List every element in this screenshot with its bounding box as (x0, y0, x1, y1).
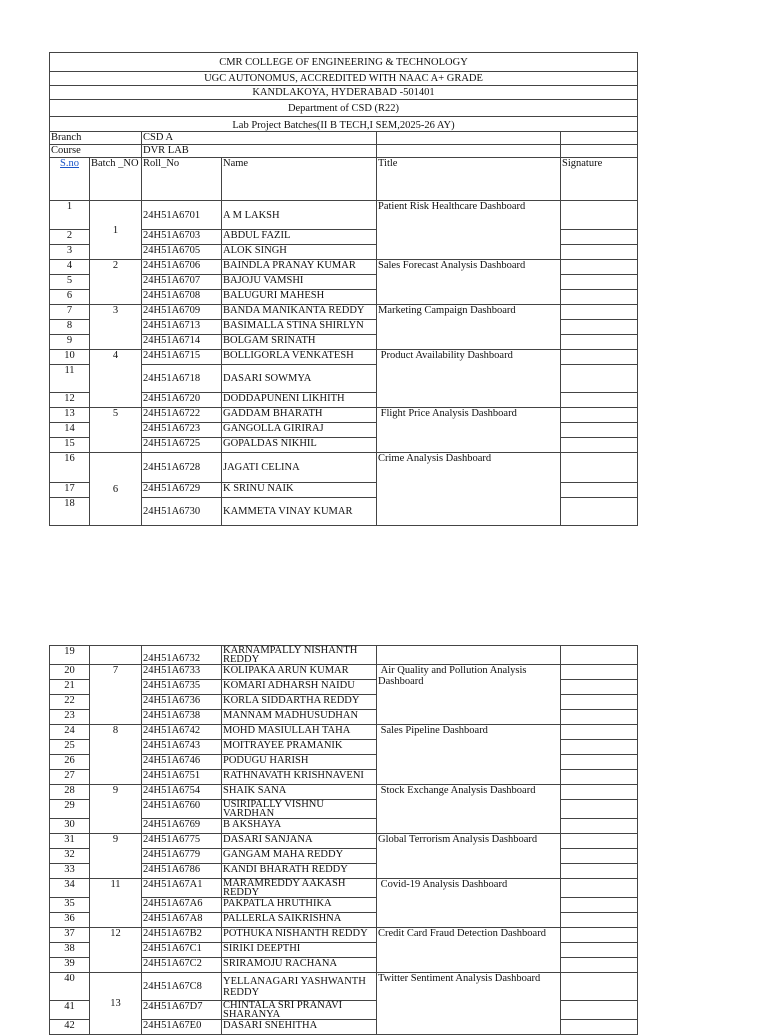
table-row: 30 24H51A6769 B AKSHAYA (50, 819, 638, 834)
table-row: 8 24H51A6713 BASIMALLA STINA SHIRLYN (50, 320, 638, 335)
table-row: 6 24H51A6708 BALUGURI MAHESH (50, 290, 638, 305)
col-name: Name (222, 158, 377, 201)
signature-cell[interactable] (561, 498, 638, 526)
signature-cell[interactable] (561, 1020, 638, 1035)
signature-cell[interactable] (561, 973, 638, 1001)
signature-cell[interactable] (561, 834, 638, 849)
table-row: 21 24H51A6735 KOMARI ADHARSH NAIDU (50, 680, 638, 695)
table-row: 37 12 24H51A67B2 POTHUKA NISHANTH REDDY Credit Card Fraud Detection Dashboard (50, 928, 638, 943)
college-name: CMR COLLEGE OF ENGINEERING & TECHNOLOGY (50, 53, 638, 72)
address-line: KANDLAKOYA, HYDERABAD -501401 (50, 86, 638, 100)
batch-number: 1 (90, 201, 142, 260)
batch-number: 13 (90, 973, 142, 1035)
signature-cell[interactable] (561, 1001, 638, 1020)
col-roll: Roll_No (142, 158, 222, 201)
batch-title: Covid-19 Analysis Dashboard (377, 879, 561, 928)
signature-cell[interactable] (561, 245, 638, 260)
table-row: 41 24H51A67D7 CHINTALA SRI PRANAVI SHARANYA (50, 1001, 638, 1020)
table-row: 33 24H51A6786 KANDI BHARATH REDDY (50, 864, 638, 879)
signature-cell[interactable] (561, 800, 638, 819)
signature-cell[interactable] (561, 483, 638, 498)
signature-cell[interactable] (561, 725, 638, 740)
table-row: 4 2 24H51A6706 BAINDLA PRANAY KUMAR Sales Forecast Analysis Dashboard (50, 260, 638, 275)
col-signature: Signature (561, 158, 638, 201)
table-row: 36 24H51A67A8 PALLERLA SAIKRISHNA (50, 913, 638, 928)
table-row: 31 9 24H51A6775 DASARI SANJANA Global Terrorism Analysis Dashboard (50, 834, 638, 849)
table-row: 16 6 24H51A6728 JAGATI CELINA Crime Analysis Dashboard (50, 453, 638, 483)
batch-title: Stock Exchange Analysis Dashboard (377, 785, 561, 834)
table-row: 25 24H51A6743 MOITRAYEE PRAMANIK (50, 740, 638, 755)
signature-cell[interactable] (561, 785, 638, 800)
signature-cell[interactable] (561, 290, 638, 305)
signature-cell[interactable] (561, 275, 638, 290)
batch-number: 9 (90, 834, 142, 879)
batch-number: 4 (90, 350, 142, 408)
batch-title: Credit Card Fraud Detection Dashboard (377, 928, 561, 973)
signature-cell[interactable] (561, 864, 638, 879)
table-row: 26 24H51A6746 PODUGU HARISH (50, 755, 638, 770)
batch-title: Global Terrorism Analysis Dashboard (377, 834, 561, 879)
signature-cell[interactable] (561, 740, 638, 755)
signature-cell[interactable] (561, 230, 638, 245)
signature-cell[interactable] (561, 898, 638, 913)
table-row: 40 13 24H51A67C8 YELLANAGARI YASHWANTH REDDY Twitter Sentiment Analysis Dashboard (50, 973, 638, 1001)
signature-cell[interactable] (561, 438, 638, 453)
signature-cell[interactable] (561, 393, 638, 408)
batch-title: Sales Pipeline Dashboard (377, 725, 561, 785)
signature-cell[interactable] (561, 943, 638, 958)
signature-cell[interactable] (561, 755, 638, 770)
table-row: 15 24H51A6725 GOPALDAS NIKHIL (50, 438, 638, 453)
table-row: 11 24H51A6718 DASARI SOWMYA (50, 365, 638, 393)
col-batch: Batch _NO (90, 158, 142, 201)
table-row: 12 24H51A6720 DODDAPUNENI LIKHITH (50, 393, 638, 408)
branch-label: Branch (50, 132, 90, 145)
table-row: 42 24H51A67E0 DASARI SNEHITHA (50, 1020, 638, 1035)
table-row: 22 24H51A6736 KORLA SIDDARTHA REDDY (50, 695, 638, 710)
signature-cell[interactable] (561, 680, 638, 695)
table-row: 28 9 24H51A6754 SHAIK SANA Stock Exchange Analysis Dashboard (50, 785, 638, 800)
col-sno[interactable] (50, 158, 90, 201)
batch-number: 5 (90, 408, 142, 453)
header-table (49, 52, 638, 132)
table-row: 27 24H51A6751 RATHNAVATH KRISHNAVENI (50, 770, 638, 785)
table-row: 5 24H51A6707 BAJOJU VAMSHI (50, 275, 638, 290)
table-row: 2 24H51A6703 ABDUL FAZIL (50, 230, 638, 245)
signature-cell[interactable] (561, 408, 638, 423)
batch-title: Product Availability Dashboard (377, 350, 561, 408)
signature-cell[interactable] (561, 665, 638, 680)
autonomy-line: UGC AUTONOMUS, ACCREDITED WITH NAAC A+ GRADE (50, 72, 638, 86)
signature-cell[interactable] (561, 201, 638, 230)
batch-number: 12 (90, 928, 142, 973)
signature-cell[interactable] (561, 320, 638, 335)
signature-cell[interactable] (561, 305, 638, 320)
signature-cell[interactable] (561, 335, 638, 350)
course-value: DVR LAB (142, 145, 222, 158)
signature-cell[interactable] (561, 260, 638, 275)
signature-cell[interactable] (561, 350, 638, 365)
department-line: Department of CSD (R22) (50, 100, 638, 117)
signature-cell[interactable] (561, 849, 638, 864)
signature-cell[interactable] (561, 913, 638, 928)
signature-cell[interactable] (561, 770, 638, 785)
batch-title: Patient Risk Healthcare Dashboard (377, 201, 561, 260)
table-row: 39 24H51A67C2 SRIRAMOJU RACHANA (50, 958, 638, 973)
signature-cell[interactable] (561, 646, 638, 665)
batch-table-page-2 (49, 645, 638, 1035)
batch-number: 8 (90, 725, 142, 785)
table-row: 35 24H51A67A6 PAKPATLA HRUTHIKA (50, 898, 638, 913)
signature-cell[interactable] (561, 423, 638, 438)
branch-value: CSD A (142, 132, 222, 145)
signature-cell[interactable] (561, 365, 638, 393)
table-row: 38 24H51A67C1 SIRIKI DEEPTHI (50, 943, 638, 958)
batch-number: 3 (90, 305, 142, 350)
signature-cell[interactable] (561, 928, 638, 943)
table-row: 34 11 24H51A67A1 MARAMREDDY AAKASH REDDY Covid-19 Analysis Dashboard (50, 879, 638, 898)
table-row: 3 24H51A6705 ALOK SINGH (50, 245, 638, 260)
table-row: 1 1 24H51A6701 A M LAKSH Patient Risk Healthcare Dashboard (50, 201, 638, 230)
col-title: Title (377, 158, 561, 201)
batch-number: 11 (90, 879, 142, 928)
batch-title: Crime Analysis Dashboard (377, 453, 561, 526)
table-row: 29 24H51A6760 USIRIPALLY VISHNU VARDHAN (50, 800, 638, 819)
batch-number: 2 (90, 260, 142, 305)
table-row: 24 8 24H51A6742 MOHD MASIULLAH TAHA Sales Pipeline Dashboard (50, 725, 638, 740)
batch-table-page-1 (49, 131, 638, 526)
signature-cell[interactable] (561, 958, 638, 973)
sheet-page-1 (49, 52, 638, 526)
signature-cell[interactable] (561, 879, 638, 898)
sheet-page-2 (49, 645, 638, 1035)
signature-cell[interactable] (561, 695, 638, 710)
table-row: 14 24H51A6723 GANGOLLA GIRIRAJ (50, 423, 638, 438)
batches-title: Lab Project Batches(II B TECH,I SEM,2025-26 AY) (50, 117, 638, 132)
batch-number: 7 (90, 665, 142, 725)
table-row: 19 24H51A6732 KARNAMPALLY NISHANTH REDDY (50, 646, 638, 665)
table-row: 32 24H51A6779 GANGAM MAHA REDDY (50, 849, 638, 864)
batch-number: 6 (90, 453, 142, 526)
table-row: 13 5 24H51A6722 GADDAM BHARATH Flight Price Analysis Dashboard (50, 408, 638, 423)
signature-cell[interactable] (561, 710, 638, 725)
batch-title: Marketing Campaign Dashboard (377, 305, 561, 350)
table-row: 10 4 24H51A6715 BOLLIGORLA VENKATESH Product Availability Dashboard (50, 350, 638, 365)
batch-title: Sales Forecast Analysis Dashboard (377, 260, 561, 305)
signature-cell[interactable] (561, 819, 638, 834)
table-row: 23 24H51A6738 MANNAM MADHUSUDHAN (50, 710, 638, 725)
table-row: 20 7 24H51A6733 KOLIPAKA ARUN KUMAR Air Quality and Pollution Analysis Dashboard (50, 665, 638, 680)
table-row: 18 24H51A6730 KAMMETA VINAY KUMAR (50, 498, 638, 526)
batch-title: Flight Price Analysis Dashboard (377, 408, 561, 453)
signature-cell[interactable] (561, 453, 638, 483)
table-row: 17 24H51A6729 K SRINU NAIK (50, 483, 638, 498)
table-row: 9 24H51A6714 BOLGAM SRINATH (50, 335, 638, 350)
batch-number: 9 (90, 785, 142, 834)
table-row: 7 3 24H51A6709 BANDA MANIKANTA REDDY Marketing Campaign Dashboard (50, 305, 638, 320)
batch-title: Twitter Sentiment Analysis Dashboard (377, 973, 561, 1035)
batch-title: Air Quality and Pollution Analysis Dashboard (377, 665, 561, 725)
sno-link[interactable]: S.no (60, 158, 79, 169)
course-label: Course (50, 145, 90, 158)
